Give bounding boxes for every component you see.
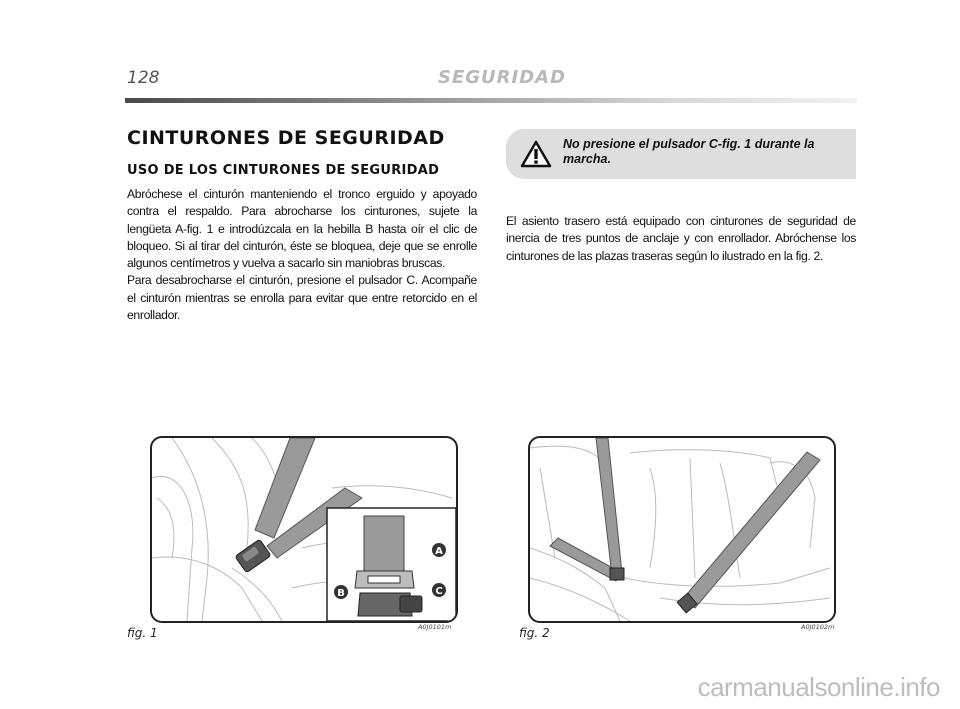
figure-1-caption: fig. 1 [127, 626, 158, 640]
paragraph: Abróchese el cinturón manteniendo el tronco erguido y apoyado contra el respaldo. Para abrocharse los cinturones, sujete la lengüeta A-fig. 1 e introdúzcala en la hebilla B hasta oír el clic de bloqueo. Si al tirar del cinturón, éste se bloquea, deje que se enrolle algunos centímetros y vuelva a sacarlo sin maniobras bruscas. [127, 187, 477, 271]
figure-2-rear-seat-belts [528, 436, 836, 623]
watermark: carmanualsonline.info [697, 672, 940, 702]
page-title: CINTURONES DE SEGURIDAD [127, 127, 445, 149]
left-body-text [127, 186, 477, 324]
label-a-badge [432, 543, 446, 557]
label-b-badge [334, 585, 348, 599]
section-header: SEGURIDAD [438, 67, 567, 88]
right-body-text: El asiento trasero está equipado con cinturones de seguridad de inercia de tres puntos de anclaje y con enrollador. Abróchense los cinturones de las plazas traseras según lo ilustrado en la fig. 2. [506, 214, 856, 263]
warning-text: No presione el pulsador C-fig. 1 durante la marcha. [563, 137, 815, 166]
label-a: A [435, 546, 443, 557]
figure-1-labels [152, 438, 456, 621]
paragraph: Para desabrocharse el cinturón, presione el pulsador C. Acompañe el cinturón mientras se enrolla para evitar que entre retorcido en el enrollador. [127, 273, 477, 323]
warning-triangle-icon [520, 140, 552, 168]
page-number: 128 [127, 68, 160, 88]
label-c: C [435, 586, 443, 597]
figure-1-seatbelt-buckle [150, 436, 458, 623]
header-rule [125, 98, 857, 103]
figure-2-illustration [530, 438, 834, 621]
section-subtitle: USO DE LOS CINTURONES DE SEGURIDAD [127, 163, 440, 178]
label-b: B [337, 588, 345, 599]
label-c-badge [432, 583, 446, 597]
figure-2-code: A0J0102m [801, 623, 835, 631]
figure-1-code: A0J0101m [418, 623, 452, 631]
figure-2-caption: fig. 2 [519, 626, 550, 640]
